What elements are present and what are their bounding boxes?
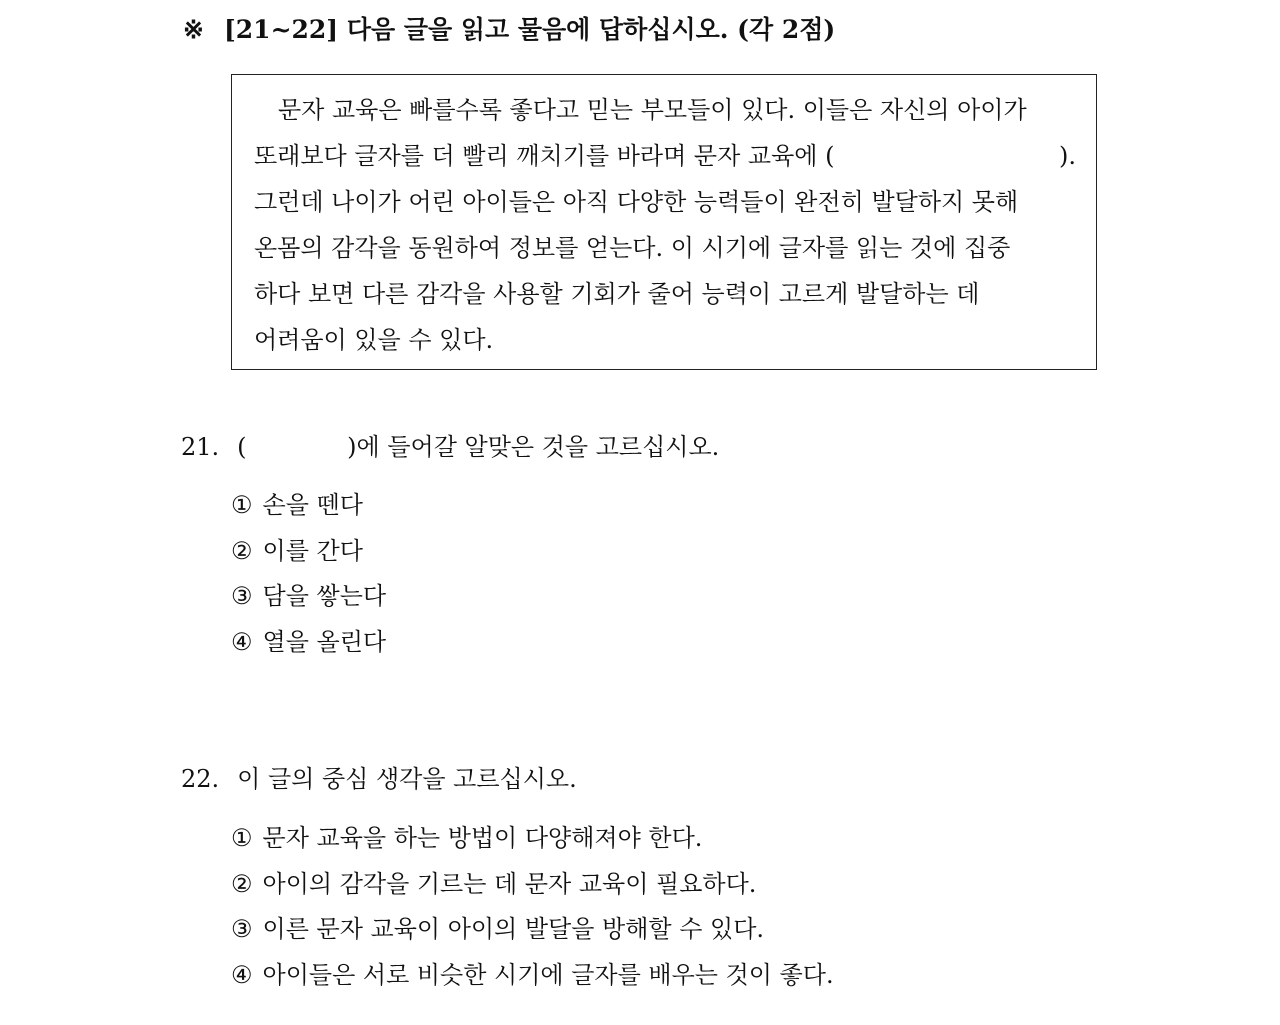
passage-line-2-text: 또래보다 글자를 더 빨리 깨치기를 바라며 문자 교육에 ( [254, 142, 835, 170]
option-3[interactable] [231, 574, 386, 620]
option-text: 손을 뗀다 [262, 491, 363, 519]
passage-blank-close: ). [1059, 142, 1076, 170]
option-text: 문자 교육을 하는 방법이 다양해져야 한다. [262, 824, 703, 852]
option-2[interactable] [231, 862, 834, 908]
option-text: 열을 올린다 [262, 627, 387, 656]
question-21 [181, 427, 719, 467]
option-mark: ① [231, 824, 253, 852]
reading-passage-box [231, 74, 1097, 370]
question-22 [181, 759, 577, 799]
question-text: )에 들어갈 알맞은 것을 고르십시오. [347, 433, 720, 461]
reference-mark: ※ [183, 15, 204, 44]
option-text: 아이들은 서로 비슷한 시기에 글자를 배우는 것이 좋다. [262, 960, 834, 989]
passage-line-5: 하다 보면 다른 감각을 사용할 기회가 줄어 능력이 고르게 발달하는 데 [254, 280, 980, 308]
passage-line-4: 온몸의 감각을 동원하여 정보를 얻는다. 이 시기에 글자를 읽는 것에 집중 [254, 234, 1011, 262]
question-number: 21. [181, 433, 220, 461]
option-4[interactable] [231, 620, 386, 666]
option-mark: ③ [231, 915, 253, 943]
option-mark: ③ [231, 582, 253, 610]
question-blank-open: ( [237, 433, 247, 461]
passage-line-2 [254, 133, 1076, 179]
option-text: 이를 간다 [262, 536, 363, 565]
option-1[interactable] [231, 816, 834, 862]
question-number: 22. [181, 765, 220, 793]
instruction-text: [21~22] 다음 글을 읽고 물음에 답하십시오. (각 2점) [223, 15, 836, 44]
option-1[interactable] [231, 483, 386, 529]
option-text: 아이의 감각을 기르는 데 문자 교육이 필요하다. [262, 869, 757, 898]
passage-line-6: 어려움이 있을 수 있다. [254, 326, 494, 354]
question-21-options [231, 483, 386, 665]
option-mark: ① [231, 491, 253, 519]
option-mark: ② [231, 869, 253, 898]
passage-line-3: 그런데 나이가 어린 아이들은 아직 다양한 능력들이 완전히 발달하지 못해 [254, 188, 1019, 216]
option-mark: ② [231, 536, 253, 565]
option-text: 이른 문자 교육이 아이의 발달을 방해할 수 있다. [262, 915, 765, 943]
option-4[interactable] [231, 953, 834, 999]
option-2[interactable] [231, 529, 386, 575]
question-22-options [231, 816, 834, 998]
option-3[interactable] [231, 907, 834, 953]
section-instruction [183, 12, 835, 48]
passage-line-1: 문자 교육은 빠를수록 좋다고 믿는 부모들이 있다. 이들은 자신의 아이가 [278, 96, 1027, 124]
option-mark: ④ [231, 627, 253, 656]
question-text: 이 글의 중심 생각을 고르십시오. [237, 765, 577, 793]
option-mark: ④ [231, 960, 253, 989]
option-text: 담을 쌓는다 [262, 582, 387, 610]
